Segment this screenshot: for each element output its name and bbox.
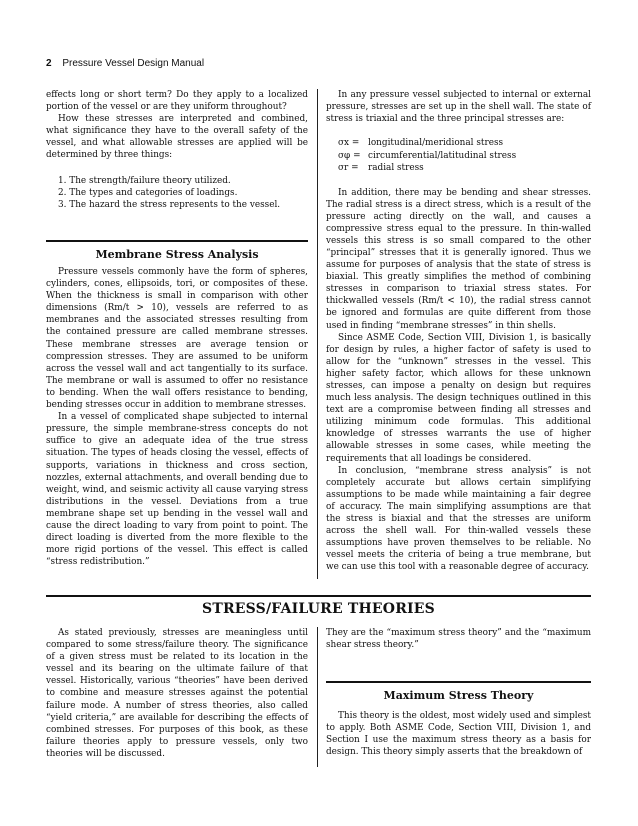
left-column-top — [46, 89, 308, 211]
paragraph: Pressure vessels commonly have the form of spheres, cylinders, cones, ellipsoids, tori, or composites of these. When the thickness is small in comparison with other dimensions (Rm/t > 10), vessels are referred to as membranes and the associated stresses resulting from the contained pressure are called membrane stresses. These membrane stresses are average tension or compression stresses. They are assumed to be uniform across the vessel wall and act tangentially to its surface. The membrane or wall is assumed to offer no resistance to bending. When the wall offers resistance to bending, bending stresses occur in addition to membrane stresses. — [46, 267, 308, 411]
membrane-stress-heading: Membrane Stress Analysis — [46, 240, 308, 261]
numbered-list — [46, 175, 308, 211]
column-divider — [317, 89, 318, 579]
paragraph: effects long or short term? Do they apply to a localized portion of the vessel or are they uniform throughout? — [46, 90, 308, 113]
principal-stresses-list — [338, 137, 591, 174]
stress-failure-theories-heading: STRESS/FAILURE THEORIES — [46, 595, 591, 617]
paragraph: In conclusion, “membrane stress analysis” is not completely accurate but allows certain simplifying assumptions to be made while maintaining a fair degree of accuracy. The main simplifying assumptions are that the stress is biaxial and that the stresses are uniform across the shell wall. For thin-walled vessels these assumptions have proven themselves to be reliable. No vessel meets the criteria of being a true membrane, but we can use this tool with a reasonable degree of accuracy. — [326, 465, 591, 573]
paragraph: Since ASME Code, Section VIII, Division 1, is basically for design by rules, a higher factor of safety is used to allow for the “unknown” stresses in the vessel. This higher safety factor, which allows for these unknown stresses, can impose a penalty on design but requires much less analysis. The design techniques outlined in this text are a compromise between finding all stresses and utilizing minimum code formulas. This additional knowledge of stresses warrants the use of higher allowable stresses in some cases, while meeting the requirements that all loadings be considered. — [326, 332, 591, 464]
paragraph: As stated previously, stresses are meaningless until compared to some stress/failure theory. The significance of a given stress must be related to its location in the vessel and its bearing on the ultimate failure of that vessel. Historically, various “theories” have been derived to combine and measure stresses against the potential failure mode. A number of stress theories, also called “yield criteria,” are available for describing the effects of combined stresses. For purposes of this book, as these failure theories apply to pressure vessels, only two theories will be discussed. — [46, 628, 308, 759]
list-item — [338, 150, 591, 162]
list-item — [338, 162, 591, 174]
page-number: 2 — [46, 58, 52, 69]
right-column-top — [326, 89, 591, 574]
right-column-max-stress — [326, 710, 591, 758]
list-item: 1. The strength/failure theory utilized. — [58, 175, 231, 186]
list-item: 3. The hazard the stress represents to the vessel. — [58, 199, 281, 210]
column-divider — [317, 627, 318, 767]
left-column-membrane — [46, 266, 308, 568]
maximum-stress-theory-heading: Maximum Stress Theory — [326, 681, 591, 702]
list-item: 2. The types and categories of loadings. — [58, 187, 238, 198]
stress-description: circumferential/latitudinal stress — [368, 150, 517, 161]
stress-symbol: σφ = — [338, 150, 361, 161]
list-item — [338, 137, 591, 149]
paragraph: In a vessel of complicated shape subjected to internal pressure, the simple membrane-stress concepts do not suffice to give an adequate idea of the true stress situation. The types of heads closing the vessel, effects of supports, variations in thickness and cross section, nozzles, external attachments, and overall bending due to weight, wind, and seismic activity all cause varying stress distributions in the vessel. Deviations from a true membrane shape set up bending in the vessel wall and cause the direct loading to vary from point to point. The direct loading is diverted from the more flexible to the more rigid portions of the vessel. This effect is called “stress redistribution.” — [46, 412, 308, 568]
stress-description: longitudinal/meridional stress — [368, 138, 504, 149]
paragraph: In any pressure vessel subjected to internal or external pressure, stresses are set up in the shell wall. The state of stress is triaxial and the three principal stresses are: — [326, 90, 591, 125]
right-column-bottom — [326, 627, 591, 651]
stress-symbol: σr = — [338, 163, 359, 174]
running-title: Pressure Vessel Design Manual — [62, 58, 205, 69]
stress-symbol: σx = — [338, 138, 360, 149]
paragraph: They are the “maximum stress theory” and the “maximum shear stress theory.” — [326, 628, 591, 651]
paragraph: How these stresses are interpreted and combined, what significance they have to the overall safety of the vessel, and what allowable stresses are applied will be determined by three things: — [46, 114, 308, 161]
page-header — [46, 58, 204, 69]
paragraph: In addition, there may be bending and shear stresses. The radial stress is a direct stress, which is a result of the pressure acting directly on the wall, and causes a compressive stress equal to the pressure. In thin-walled vessels this stress is so small compared to the other “principal” stresses that it is generally ignored. Thus we assume for purposes of analysis that the state of stress is biaxial. This greatly simplifies the method of combining stresses in comparison to triaxial stress states. For thickwalled vessels (Rm/t < 10), the radial stress cannot be ignored and formulas are quite different from those used in finding “membrane stresses” in thin shells. — [326, 187, 591, 331]
stress-description: radial stress — [368, 163, 424, 174]
paragraph: This theory is the oldest, most widely used and simplest to apply. Both ASME Code, Section VIII, Division 1, and Section I use the maximum stress theory as a basis for design. This theory simply asserts that the breakdown of — [326, 711, 591, 758]
left-column-bottom — [46, 627, 308, 760]
